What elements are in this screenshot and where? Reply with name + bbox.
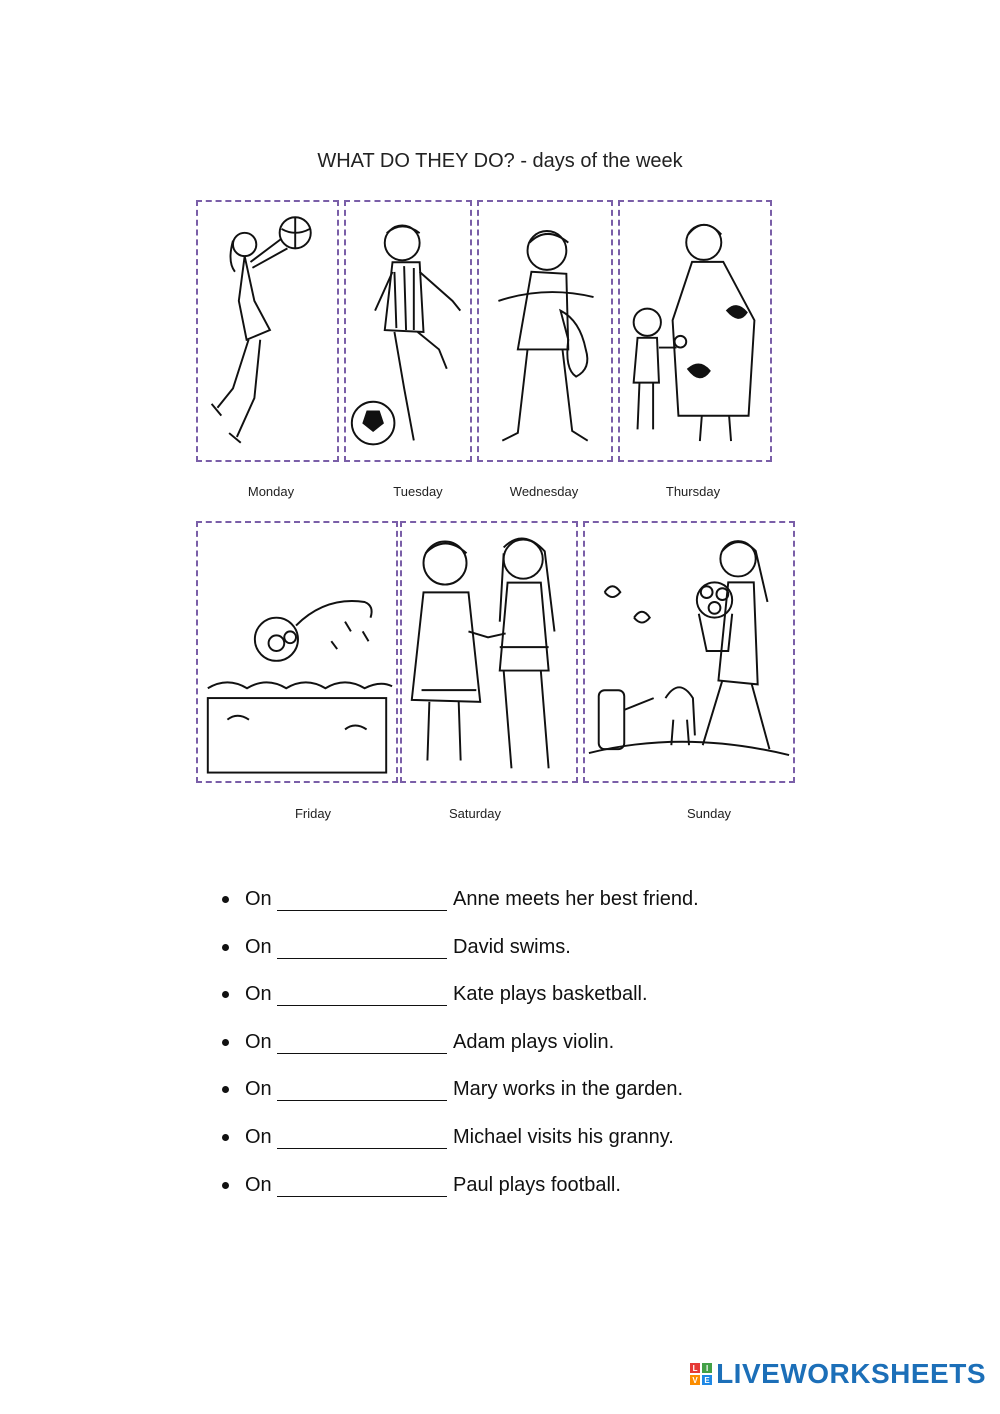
logo-tile: E [702, 1375, 712, 1385]
sentence-text: Mary works in the garden. [453, 1077, 684, 1100]
football-player-illustration [346, 202, 470, 460]
answer-input-4[interactable] [277, 1031, 447, 1054]
answer-input-3[interactable] [277, 983, 447, 1006]
sentence-text: Anne meets her best friend. [453, 887, 699, 910]
list-item [222, 979, 648, 1009]
liveworksheets-logo[interactable] [690, 1358, 986, 1390]
prefix-text: On [245, 1030, 272, 1053]
bullet-icon [222, 944, 229, 951]
answer-input-1[interactable] [277, 888, 447, 911]
friday-picture-card [196, 521, 398, 783]
list-item [222, 1122, 674, 1152]
prefix-text: On [245, 935, 272, 958]
prefix-text: On [245, 1077, 272, 1100]
bullet-icon [222, 1134, 229, 1141]
bullet-icon [222, 1039, 229, 1046]
list-item [222, 1027, 614, 1057]
logo-tile: V [690, 1375, 700, 1385]
day-label-friday: Friday [294, 806, 332, 821]
day-label-saturday: Saturday [448, 806, 502, 821]
day-label-monday: Monday [247, 484, 295, 499]
answer-input-2[interactable] [277, 936, 447, 959]
day-label-tuesday: Tuesday [393, 484, 443, 499]
logo-tile: L [690, 1363, 700, 1373]
answer-input-6[interactable] [277, 1126, 447, 1149]
day-label-sunday: Sunday [686, 806, 732, 821]
tuesday-picture-card [344, 200, 472, 462]
bullet-icon [222, 1182, 229, 1189]
prefix-text: On [245, 1125, 272, 1148]
prefix-text: On [245, 887, 272, 910]
gardening-girl-illustration [585, 523, 793, 781]
answer-input-5[interactable] [277, 1078, 447, 1101]
logo-tiles-icon [690, 1363, 712, 1385]
sentence-text: Michael visits his granny. [453, 1125, 674, 1148]
swimmer-illustration [198, 523, 396, 781]
bullet-icon [222, 991, 229, 998]
friends-shaking-hands-illustration [402, 523, 576, 781]
list-item [222, 932, 571, 962]
wednesday-picture-card [477, 200, 613, 462]
sentence-text: Kate plays basketball. [453, 982, 648, 1005]
list-item [222, 1074, 683, 1104]
monday-picture-card [196, 200, 339, 462]
prefix-text: On [245, 1173, 272, 1196]
day-label-wednesday: Wednesday [509, 484, 579, 499]
sentence-text: Adam plays violin. [453, 1030, 615, 1053]
list-item [222, 1170, 621, 1200]
violinist-illustration [479, 202, 611, 460]
logo-text: LIVEWORKSHEETS [716, 1358, 986, 1389]
basketball-player-illustration [198, 202, 337, 460]
logo-tile: I [702, 1363, 712, 1373]
saturday-picture-card [400, 521, 578, 783]
sunday-picture-card [583, 521, 795, 783]
bullet-icon [222, 1086, 229, 1093]
prefix-text: On [245, 982, 272, 1005]
boy-visiting-granny-illustration [620, 202, 770, 460]
answer-input-7[interactable] [277, 1174, 447, 1197]
list-item [222, 884, 699, 914]
day-label-thursday: Thursday [665, 484, 721, 499]
sentence-text: Paul plays football. [453, 1173, 621, 1196]
thursday-picture-card [618, 200, 772, 462]
worksheet-title: WHAT DO THEY DO? - days of the week [317, 150, 683, 172]
bullet-icon [222, 896, 229, 903]
sentence-text: David swims. [453, 935, 571, 958]
